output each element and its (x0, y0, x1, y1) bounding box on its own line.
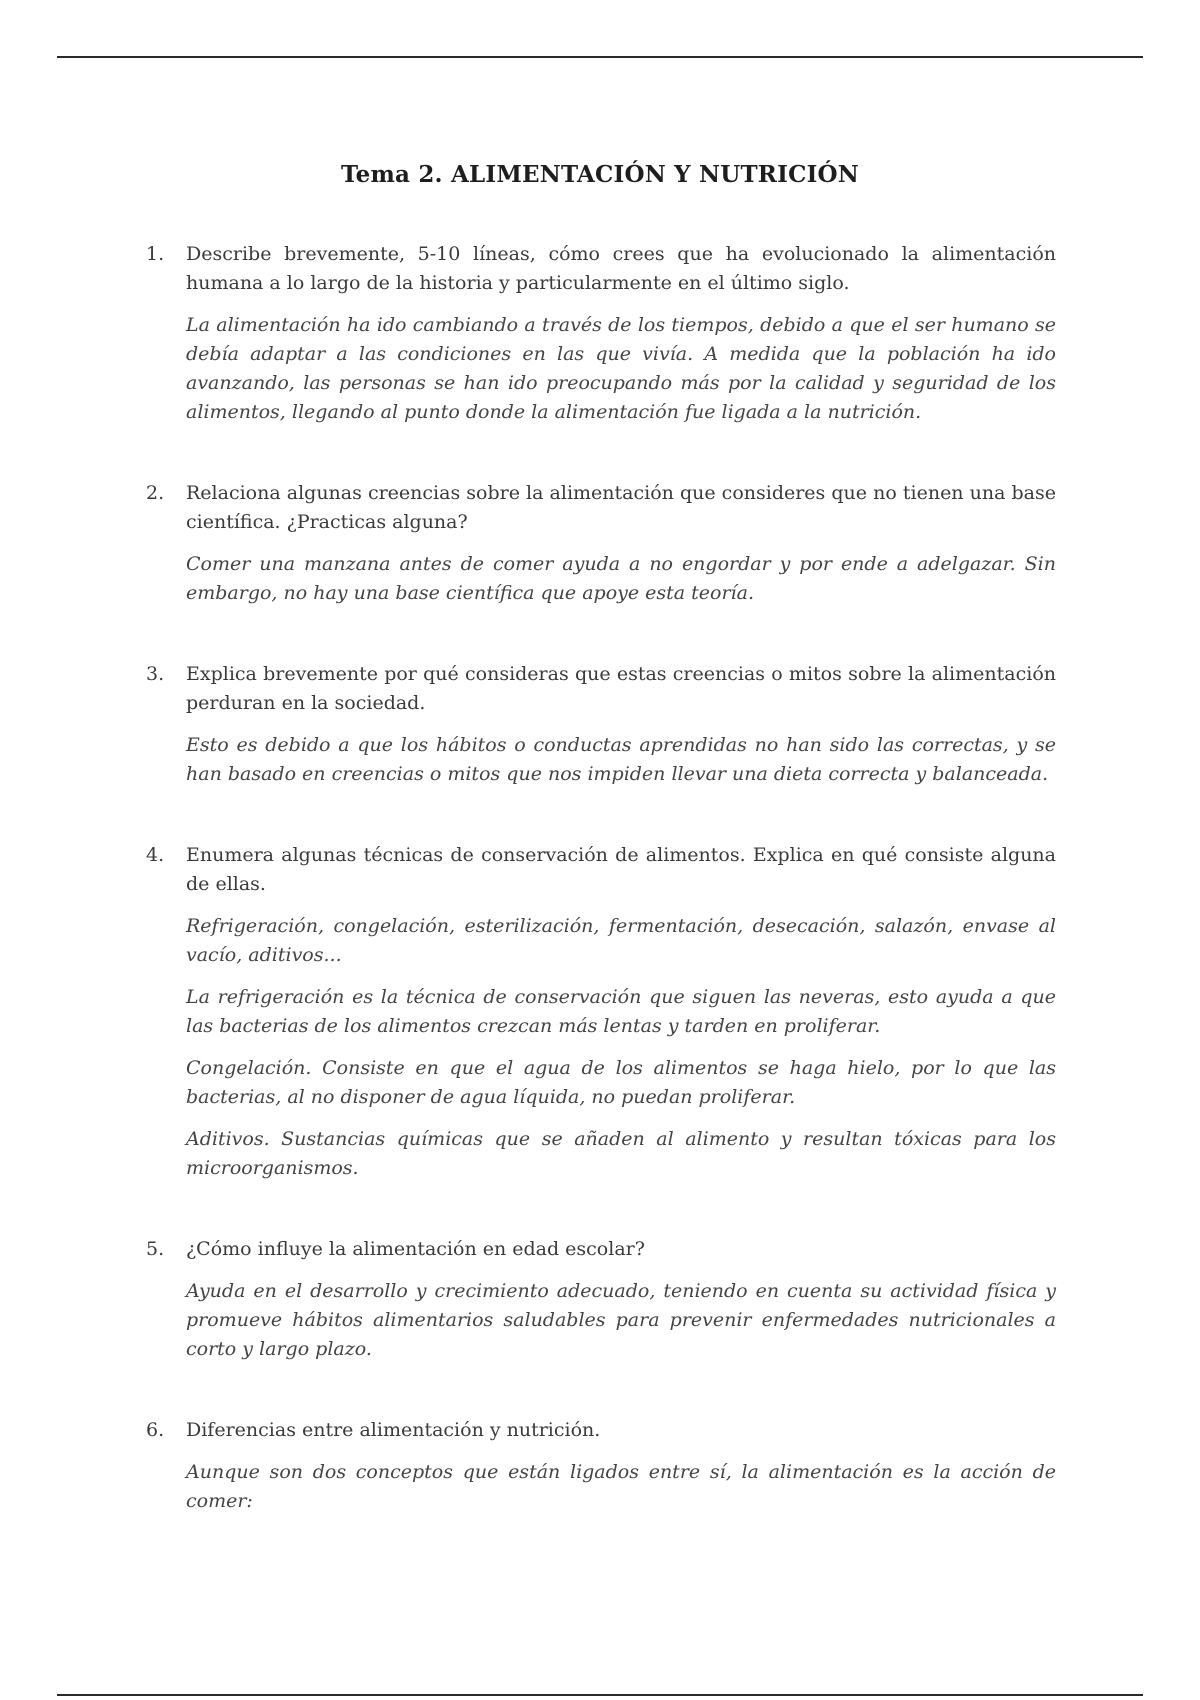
question-item (0, 660, 1200, 789)
question-item (0, 1235, 1200, 1364)
answer-paragraph: Aunque son dos conceptos que están ligados entre sí, la alimentación es la acción de comer: (186, 1461, 1056, 1512)
question-text: Diferencias entre alimentación y nutrición. (186, 1419, 601, 1441)
answer-paragraph: Aditivos. Sustancias químicas que se añaden al alimento y resultan tóxicas para los microorganismos. (186, 1128, 1056, 1179)
question-item (0, 479, 1200, 608)
answer-paragraph: Refrigeración, congelación, esterilización, fermentación, desecación, salazón, envase al vacío, aditivos... (186, 915, 1056, 966)
question-text: Describe brevemente, 5-10 líneas, cómo crees que ha evolucionado la alimentación humana a lo largo de la historia y particularmente en el último siglo. (186, 243, 1056, 294)
question-text: Explica brevemente por qué consideras que estas creencias o mitos sobre la alimentación perduran en la sociedad. (186, 663, 1056, 714)
question-text: Relaciona algunas creencias sobre la alimentación que consideres que no tienen una base científica. ¿Practicas alguna? (186, 482, 1056, 533)
footer-rule (57, 1694, 1143, 1696)
question-text: Enumera algunas técnicas de conservación de alimentos. Explica en qué consiste alguna de ellas. (186, 844, 1056, 895)
question-text: ¿Cómo influye la alimentación en edad escolar? (186, 1238, 645, 1260)
question-number: 1. (146, 243, 165, 265)
question-list (0, 240, 1200, 1568)
question-item (0, 240, 1200, 427)
answer-paragraph: Esto es debido a que los hábitos o conductas aprendidas no han sido las correctas, y se han basado en creencias o mitos que nos impiden llevar una dieta correcta y balanceada. (186, 734, 1056, 785)
question-number: 5. (146, 1238, 165, 1260)
page-title: Tema 2. ALIMENTACIÓN Y NUTRICIÓN (340, 161, 859, 189)
question-number: 3. (146, 663, 165, 685)
question-number: 6. (146, 1419, 165, 1441)
answer-paragraph: Comer una manzana antes de comer ayuda a no engordar y por ende a adelgazar. Sin embargo, no hay una base científica que apoye esta teoría. (186, 553, 1056, 604)
answer-paragraph: Congelación. Consiste en que el agua de los alimentos se haga hielo, por lo que las bacterias, al no disponer de agua líquida, no puedan proliferar. (186, 1057, 1056, 1108)
question-item (0, 1416, 1200, 1516)
header-rule (57, 56, 1143, 58)
answer-paragraph: La alimentación ha ido cambiando a través de los tiempos, debido a que el ser humano se debía adaptar a las condiciones en las que vivía. A medida que la población ha ido avanzando, las personas se han ido preocupando más por la calidad y seguridad de los alimentos, llegando al punto donde la alimentación fue ligada a la nutrición. (186, 314, 1056, 423)
question-number: 2. (146, 482, 165, 504)
question-item (0, 841, 1200, 1183)
question-number: 4. (146, 844, 165, 866)
answer-paragraph: La refrigeración es la técnica de conservación que siguen las neveras, esto ayuda a que las bacterias de los alimentos crezcan más lentas y tarden en proliferar. (186, 986, 1056, 1037)
answer-paragraph: Ayuda en el desarrollo y crecimiento adecuado, teniendo en cuenta su actividad física y promueve hábitos alimentarios saludables para prevenir enfermedades nutricionales a corto y largo plazo. (186, 1280, 1056, 1360)
